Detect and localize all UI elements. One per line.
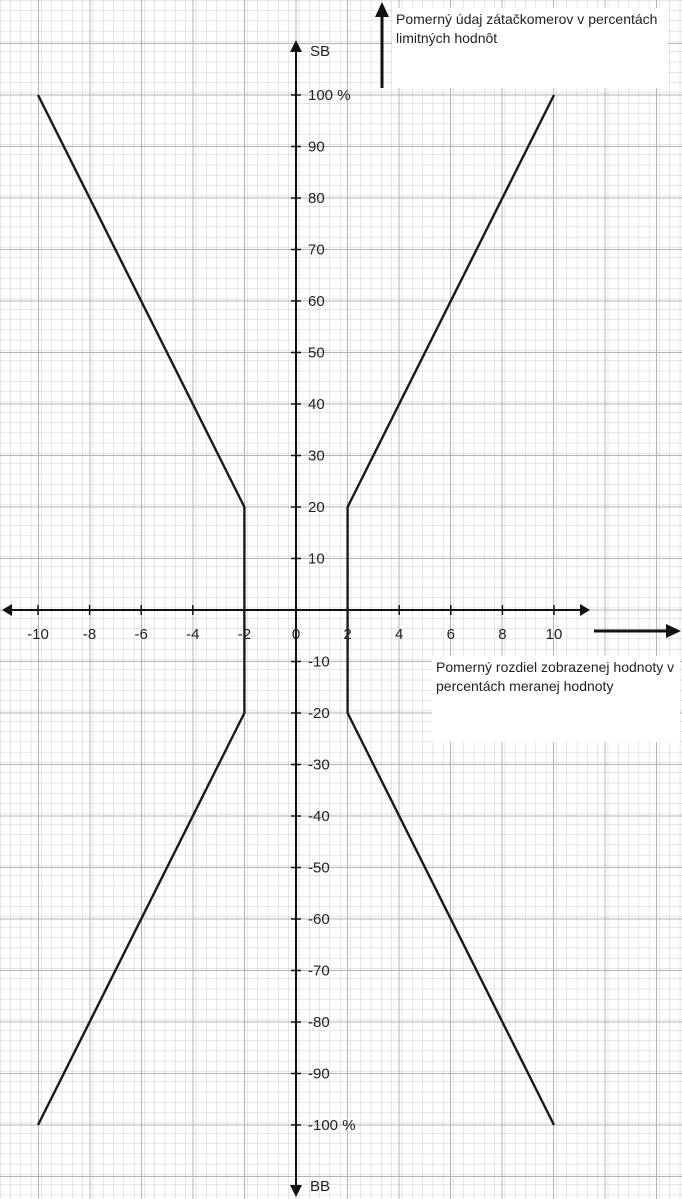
y-top-label: SB xyxy=(310,43,331,60)
x-tick-label: -2 xyxy=(237,626,252,643)
y-bottom-label: BB xyxy=(310,1178,331,1195)
y-tick-label: -70 xyxy=(308,962,330,980)
x-tick-label: 0 xyxy=(291,626,301,643)
y-tick-label: 10 xyxy=(308,550,325,568)
y-tick-label: 60 xyxy=(308,293,325,310)
y-tick-label: -30 xyxy=(308,756,330,774)
x-tick-label: -6 xyxy=(134,626,148,643)
x-tick-label: -8 xyxy=(82,626,97,643)
y-tick-label: 70 xyxy=(308,241,325,259)
y-tick-label: -90 xyxy=(308,1065,330,1083)
y-tick-label: 40 xyxy=(308,396,325,413)
y-tick-label: 90 xyxy=(308,138,325,156)
y-tick-label: 20 xyxy=(308,499,325,516)
y-tick-label: -80 xyxy=(308,1014,330,1031)
x-tick-label: -4 xyxy=(186,626,200,643)
y-tick-label: 30 xyxy=(308,447,325,465)
x-tick-label: 10 xyxy=(545,626,563,643)
y-tick-label: 100 % xyxy=(308,87,351,104)
x-tick-label: 2 xyxy=(343,626,352,643)
x-tick-label: -10 xyxy=(27,626,49,643)
y-tick-label: -100 % xyxy=(308,1117,356,1134)
y-tick-label: -10 xyxy=(308,653,330,671)
y-tick-label: 50 xyxy=(308,344,325,362)
x-tick-label: 6 xyxy=(446,626,455,643)
x-tick-label: 8 xyxy=(498,626,507,643)
y-tick-label: -60 xyxy=(308,911,330,928)
y-tick-label: 80 xyxy=(308,190,325,207)
y-tick-label: -20 xyxy=(308,705,330,722)
y-axis-label: Pomerný údaj zátačkomerov v percentách limitných hodnôt xyxy=(392,8,668,88)
y-tick-label: -40 xyxy=(308,808,330,825)
x-tick-label: 4 xyxy=(395,626,404,643)
y-tick-label: -50 xyxy=(308,859,330,877)
x-axis-label: Pomerný rozdiel zobrazenej hodnoty v percentách meranej hodnoty xyxy=(432,656,680,742)
